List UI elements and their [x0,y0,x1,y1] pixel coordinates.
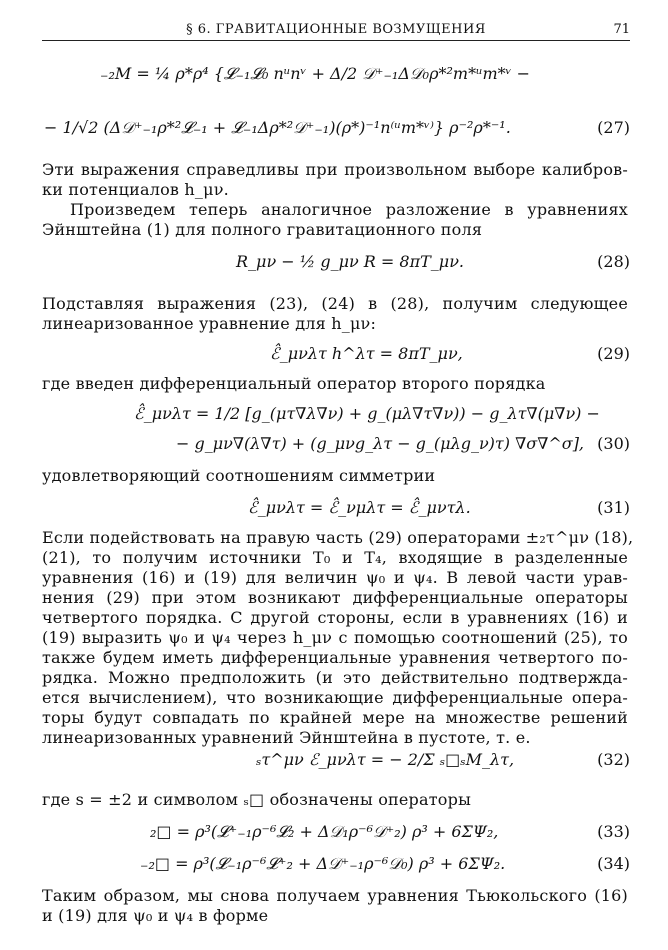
paragraph-line: Таким образом, мы снова получаем уравнения Тьюкольского (16) [42,886,628,905]
equation-28: R_μν − ½ g_μν R = 8πT_μν. (28) [236,252,630,271]
paragraph-line: где s = ±2 и символом ₛ□ обозначены операторы [42,790,471,809]
equation-34: ₋₂□ = ρ³(𝓛₋₁ρ⁻⁶𝓛⁺₂ + Δ𝒟⁺₋₁ρ⁻⁶𝒟₀) ρ³ + 6ΣΨ₂. (34) [140,854,630,873]
equation-30-line-1: ℰ̂_μνλτ = 1/2 [g_(μτ∇λ∇ν) + g_(μλ∇τ∇ν)) − g_λτ∇(μ∇ν) − [134,404,600,423]
paragraph-line: Эти выражения справедливы при произвольном выборе калибров- [42,160,628,179]
equation-number: (31) [597,498,630,517]
page-number: 71 [613,22,630,37]
paragraph-line: линеаризованное уравнение для h_μν: [42,314,377,333]
paragraph-line: Подставляя выражения (23), (24) в (28), получим следующее [42,294,628,313]
equation-29: ℰ̂_μνλτ h^λτ = 8πT_μν, (29) [270,344,630,363]
paragraph-line: уравнения (16) и (19) для величин ψ₀ и ψ₄. В левой части урав- [42,568,628,587]
paragraph-line: ется вычислением), что возникающие дифференциальные опера- [42,688,628,707]
paragraph-line: (19) выразить ψ₀ и ψ₄ через h_μν с помощью соотношений (25), то [42,628,628,647]
paragraph-line: где введен дифференциальный оператор второго порядка [42,374,546,393]
equation-27-line-1: ₋₂M = ¼ ρ*ρ⁴ {𝓛₋₁𝓛₀ nᵘnᵛ + Δ/2 𝒟⁺₋₁Δ𝒟₀ρ*²m*ᵘm*ᵛ − [100,64,531,83]
equation-27-line-2: − 1/√2 (Δ𝒟⁺₋₁ρ*²𝓛₋₁ + 𝓛₋₁Δρ*²𝒟⁺₋₁)(ρ*)⁻¹n⁽ᵘm*ᵛ⁾} ρ⁻²ρ*⁻¹. (27) [44,118,630,137]
equation-31: ℰ̂_μνλτ = ℰ̂_νμλτ = ℰ̂_μντλ. (31) [248,498,630,517]
equation-number: (30) [597,434,630,453]
paragraph-line: Если подействовать на правую часть (29) операторами ±₂τ^μν (18), [42,528,634,547]
paragraph-line: и (19) для ψ₀ и ψ₄ в форме [42,906,269,925]
paragraph-line: торы будут совпадать по крайней мере на множестве решений [42,708,628,727]
running-header [42,18,630,41]
equation-33: ₂□ = ρ³(𝓛⁺₋₁ρ⁻⁶𝓛₂ + Δ𝒟₁ρ⁻⁶𝒟⁺₂) ρ³ + 6ΣΨ₂, (33) [150,822,630,841]
paragraph-line: линеаризованных уравнений Эйнштейна в пустоте, т. е. [42,728,531,747]
paragraph-line: четвертого порядка. С другой стороны, если в уравнениях (16) и [42,608,628,627]
equation-30-line-2: − g_μν∇(λ∇τ) + (g_μνg_λτ − g_(μλg_ν)τ) ∇σ∇^σ], (30) [176,434,630,453]
equation-number: (28) [597,252,630,271]
equation-number: (29) [597,344,630,363]
paragraph-line: нения (29) при этом возникают дифференциальные операторы [42,588,628,607]
paragraph-line: рядка. Можно предположить (и это действительно подтвержда- [42,668,628,687]
equation-number: (34) [597,854,630,873]
paragraph-line: удовлетворяющий соотношениям симметрии [42,466,436,485]
section-title: § 6. ГРАВИТАЦИОННЫЕ ВОЗМУЩЕНИЯ [186,22,486,37]
paragraph-line: Произведем теперь аналогичное разложение в уравнениях [70,200,628,219]
paragraph-line: (21), то получим источники T₀ и T₄, входящие в разделенные [42,548,628,567]
paragraph-line: Эйнштейна (1) для полного гравитационного поля [42,220,483,239]
equation-number: (27) [597,118,630,137]
equation-number: (33) [597,822,630,841]
paragraph-line: также будем иметь дифференциальные уравнения четвертого по- [42,648,628,667]
equation-number: (32) [597,750,630,769]
paragraph-line: ки потенциалов h_μν. [42,180,229,199]
equation-32: ₛτ^μν ℰ_μνλτ = − 2/Σ ₛ□ₛM_λτ, (32) [256,750,630,769]
